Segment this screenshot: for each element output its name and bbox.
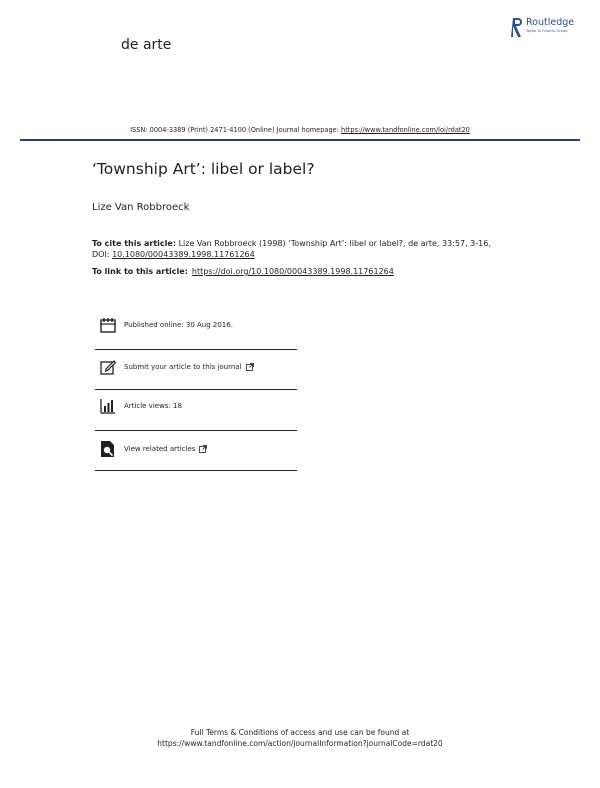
submit-article-link[interactable]: Submit your article to this journal (124, 363, 242, 371)
journal-homepage-link[interactable]: https://www.tandfonline.com/loi/rdat20 (341, 126, 470, 134)
doi-prefix: DOI: (92, 250, 113, 259)
cite-label: To cite this article: (92, 239, 177, 248)
article-url-link[interactable]: https://doi.org/10.1080/00043389.1998.11761264 (191, 267, 394, 276)
edit-icon (99, 358, 117, 376)
view-related-articles-link[interactable]: View related articles (124, 445, 196, 453)
article-author[interactable]: Lize Van Robbroeck (92, 202, 190, 213)
issn-line (0, 126, 600, 134)
related-articles-icon (99, 440, 117, 458)
related-row[interactable] (95, 440, 297, 458)
published-row (95, 316, 297, 334)
cite-text: Lize Van Robbroeck (1998) ‘Township Art’: libel or label?, de arte, 33:57, 3-16, (176, 239, 491, 248)
link-line (92, 267, 394, 276)
divider (95, 430, 297, 431)
article-views: Article views: 18 (124, 402, 182, 410)
terms-text: Full Terms & Conditions of access and use can be found at (190, 728, 410, 737)
submit-row[interactable] (95, 358, 297, 376)
article-title: ‘Township Art’: libel or label? (92, 160, 315, 178)
issn-text: ISSN: 0004-3389 (Print) 2471-4100 (Online) Journal homepage: (130, 126, 342, 134)
external-link-icon (199, 445, 207, 453)
divider (95, 470, 297, 471)
divider (95, 389, 297, 390)
publisher-logo (511, 17, 574, 39)
logo-brand-text: Routledge (526, 17, 575, 28)
logo-sub-text: Taylor & Francis Group (526, 29, 568, 33)
terms-url[interactable]: https://www.tandfonline.com/action/journalInformation?journalCode=rdat20 (157, 739, 443, 748)
link-label: To link to this article: (92, 267, 188, 276)
citation-block (92, 238, 532, 260)
doi-link[interactable]: 10.1080/00043389.1998.11761264 (112, 250, 255, 259)
views-row (95, 397, 297, 415)
calendar-icon (99, 316, 117, 334)
header-divider (20, 139, 580, 141)
journal-name: de arte (121, 37, 172, 53)
divider (95, 349, 297, 350)
external-link-icon (246, 363, 254, 371)
routledge-logo-icon (511, 17, 523, 39)
bar-chart-icon (99, 397, 117, 415)
published-date: Published online: 30 Aug 2016. (124, 321, 233, 329)
